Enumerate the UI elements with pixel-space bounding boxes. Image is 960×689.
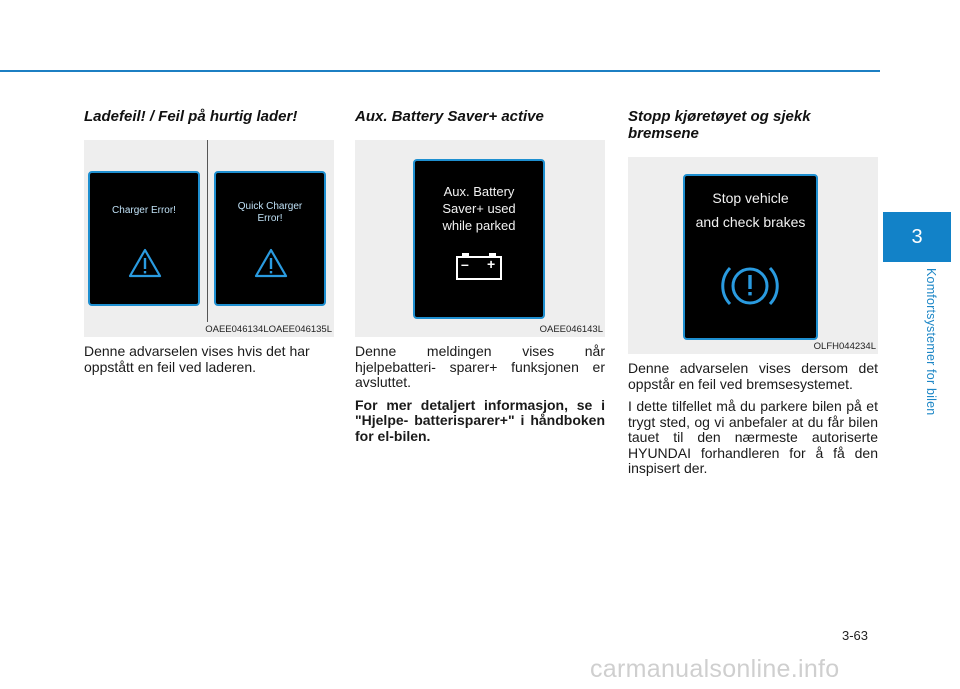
body-paragraph: Denne advarselen vises dersom det oppstår en feil ved bremsesystemet.: [628, 360, 878, 392]
aux-battery-line: while parked: [442, 218, 516, 233]
battery-minus: –: [461, 256, 469, 272]
body-paragraph: Denne meldingen vises når hjelpebatteri- sparer+ funksjonen er avsluttet.: [355, 343, 605, 390]
watermark-link[interactable]: carmanualsonline.info: [590, 655, 840, 683]
aux-battery-panel: [413, 159, 545, 319]
stop-vehicle-text: [685, 186, 816, 234]
figure-stop-vehicle: [628, 157, 878, 354]
figure-charger-error: [84, 140, 334, 337]
heading-stop-vehicle: Stopp kjøretøyet og sjekk bremsene: [628, 108, 811, 142]
heading-aux-battery: Aux. Battery Saver+ active: [355, 108, 544, 125]
figure-caption: OAEE046143L: [539, 324, 603, 335]
top-rule: [0, 70, 880, 72]
figure-divider: [207, 140, 208, 322]
figure-caption: OLFH044234L: [813, 341, 876, 352]
heading-charger-error: Ladefeil! / Feil på hurtig lader!: [84, 108, 298, 125]
charger-error-text: Charger Error!: [112, 205, 176, 216]
column-aux-battery: [355, 108, 605, 444]
column-stop-vehicle: [628, 108, 878, 477]
quick-charger-error-panel: [214, 171, 326, 306]
brake-warning-icon: [718, 258, 782, 314]
aux-battery-text: [415, 183, 543, 234]
column-charger-error: [84, 108, 334, 375]
aux-battery-line: Saver+ used: [442, 201, 516, 216]
page-number: 3-63: [842, 628, 869, 643]
warning-triangle-icon: [254, 248, 288, 278]
charger-error-panel: [88, 171, 200, 306]
battery-plus: +: [487, 256, 496, 272]
body-paragraph-bold: For mer detaljert informasjon, se i "Hjelpe- batterisparer+" i håndboken for el-bilen.: [355, 396, 605, 444]
figure-aux-battery: [355, 140, 605, 337]
figure-caption: OAEE046134LOAEE046135L: [205, 324, 332, 335]
aux-battery-line: Aux. Battery: [443, 184, 515, 199]
body-paragraph: I dette tilfellet må du parkere bilen på et trygt sted, og vi anbefaler at du får bilen tauet til den nærmeste autoriserte HYUNDAI forhandleren for å få den inspisert der.: [628, 398, 878, 476]
stop-vehicle-line: and check brakes: [695, 214, 806, 230]
warning-triangle-icon: [128, 248, 162, 278]
chapter-number: 3: [911, 225, 923, 248]
stop-vehicle-panel: [683, 174, 818, 340]
body-paragraph: Denne advarselen vises hvis det har oppstått en feil ved laderen.: [84, 343, 310, 375]
chapter-side-label: Komfortsystemer for bilen: [924, 268, 938, 416]
stop-vehicle-line: Stop vehicle: [712, 190, 789, 206]
chapter-tab: [883, 212, 951, 262]
quick-charger-error-text: Quick Charger Error!: [237, 201, 303, 224]
